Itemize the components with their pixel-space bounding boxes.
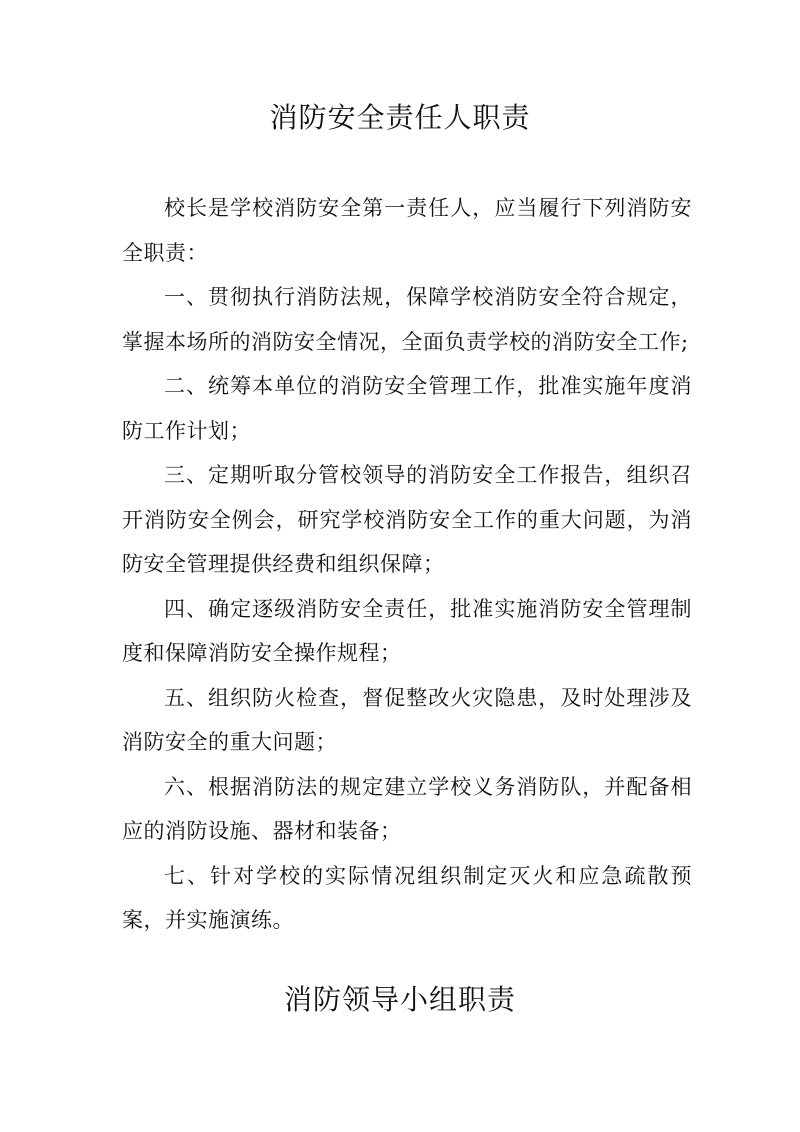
document-title: 消防安全责任人职责: [269, 101, 531, 134]
paragraph-item-6: 六、根据消防法的规定建立学校义务消防队，并配备相应的消防设施、器材和装备；: [122, 774, 692, 843]
paragraph-item-7: 七、针对学校的实际情况组织制定灭火和应急疏散预案，并实施演练。: [122, 863, 692, 932]
paragraph-item-5: 五、组织防火检查，督促整改火灾隐患，及时处理涉及消防安全的重大问题；: [122, 685, 692, 754]
section-title-leadership-group: 消防领导小组职责: [283, 983, 516, 1016]
paragraph-item-4: 四、确定逐级消防安全责任，批准实施消防安全管理制度和保障消防安全操作规程；: [122, 596, 692, 665]
paragraph-item-3: 三、定期听取分管校领导的消防安全工作报告，组织召开消防安全例会，研究学校消防安全工作的重大问题，为消防安全管理提供经费和组织保障；: [122, 463, 692, 576]
paragraph-item-1: 一、贯彻执行消防法规，保障学校消防安全符合规定，掌握本场所的消防安全情况，全面负责学校的消防安全工作;: [122, 285, 692, 354]
paragraph-item-2: 二、统筹本单位的消防安全管理工作，批准实施年度消防工作计划；: [122, 374, 692, 443]
document-body: [122, 186, 692, 943]
paragraph-intro: 校长是学校消防安全第一责任人，应当履行下列消防安全职责：: [122, 196, 692, 265]
